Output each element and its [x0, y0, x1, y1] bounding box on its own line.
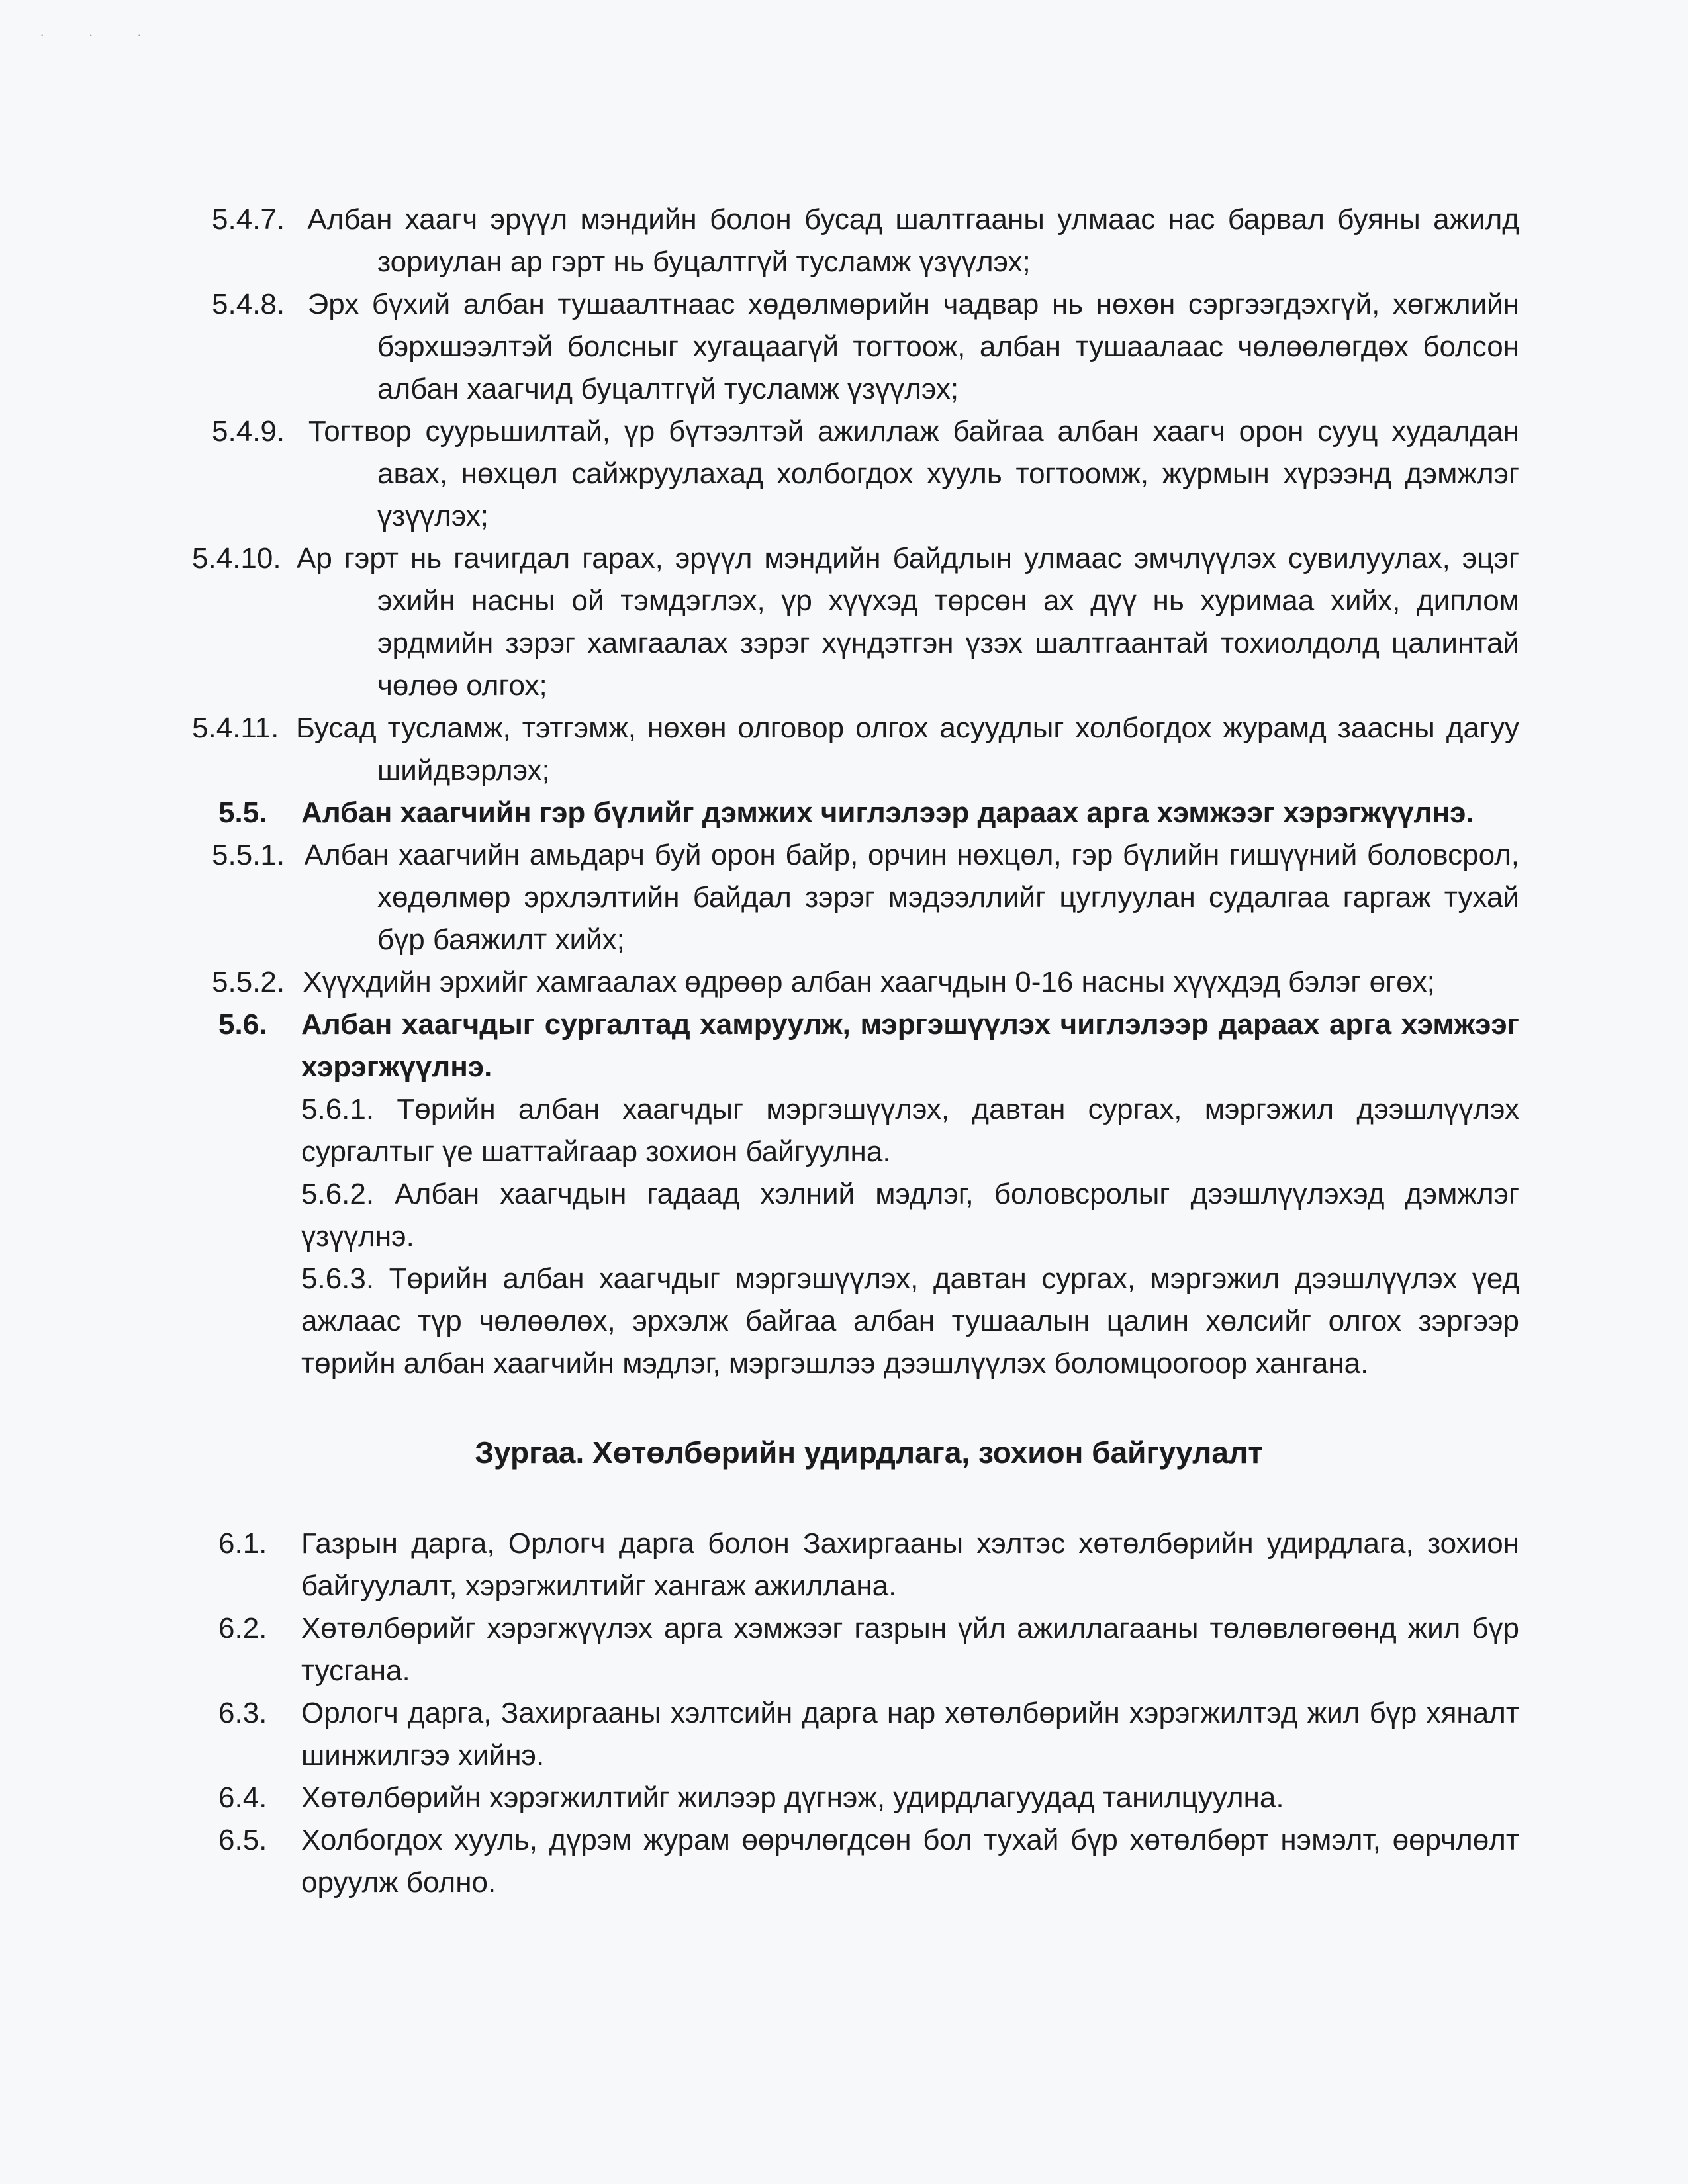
- section-5-5: [212, 792, 1519, 1004]
- section-heading-5-5: [218, 792, 1519, 834]
- section-5-6: [218, 1004, 1519, 1385]
- clause-5-5-1: 5.5.1. Албан хаагчийн амьдарч буй орон байр, орчин нөхцөл, гэр бүлийн гишүүний боловсрол, хөдөлмөр эрхлэлтийн байдал зэрэг мэдээллийг цуглуулан судалгаа гаргаж тухай бүр баяжилт хийх;: [212, 839, 1519, 956]
- clause-5-6-1: [218, 1088, 1519, 1173]
- clause-number: 6.5.: [218, 1824, 267, 1856]
- clause-text: Албан хаагч эрүүл мэндийн болон бусад шалтгааны улмаас нас барвал буяны ажилд зориулан ар гэрт нь буцалтгүй тусламж үзүүлэх;: [307, 203, 1519, 278]
- clause-5-5-2: 5.5.2. Хүүхдийн эрхийг хамгаалах өдрөөр албан хаагчдын 0-16 насны хүүхдэд бэлэг өгөх;: [212, 966, 1435, 998]
- clause-5-6-3: [218, 1258, 1519, 1385]
- chapter-6-heading: Зургаа. Хөтөлбөрийн удирдлага, зохион байгуулалт: [475, 1435, 1263, 1470]
- clause-5-4-11: 5.4.11. Бусад тусламж, тэтгэмж, нөхөн олговор олгох асуудлыг холбогдох журамд заасны дагуу шийдвэрлэх;: [192, 712, 1519, 786]
- section-number: 5.5.: [218, 796, 267, 829]
- clause-number: 6.3.: [218, 1697, 267, 1729]
- clause-number: 5.6.1.: [301, 1093, 375, 1125]
- clause-text: Холбогдох хууль, дүрэм журам өөрчлөгдсөн бол тухай бүр хөтөлбөрт нэмэлт, өөрчлөлт оруулж болно.: [301, 1824, 1519, 1899]
- clause-text: Албан хаагчийн амьдарч буй орон байр, орчин нөхцөл, гэр бүлийн гишүүний боловсрол, хөдөлмөр эрхлэлтийн байдал зэрэг мэдээллийг цуглуулан судалгаа гаргаж тухай бүр баяжилт хийх;: [304, 839, 1519, 956]
- section-title: Албан хаагчдыг сургалтад хамруулж, мэргэшүүлэх чиглэлээр дараах арга хэмжээг хэрэгжүүлнэ.: [301, 1008, 1519, 1083]
- scan-artifact: · · ·: [40, 26, 162, 43]
- section-heading-5-6: [218, 1004, 1519, 1088]
- clause-text: Хүүхдийн эрхийг хамгаалах өдрөөр албан хаагчдын 0-16 насны хүүхдэд бэлэг өгөх;: [303, 966, 1435, 998]
- clause-6-1: [218, 1523, 1519, 1607]
- clause-number: 6.2.: [218, 1612, 267, 1644]
- clause-text: Тогтвор суурьшилтай, үр бүтээлтэй ажиллаж байгаа албан хаагч орон сууц худалдан авах, нөхцөл сайжруулахад холбогдох хууль тогтоомж, журмын хүрээнд дэмжлэг үзүүлэх;: [308, 415, 1519, 532]
- clause-6-2: [218, 1607, 1519, 1692]
- clause-number: 6.1.: [218, 1527, 267, 1560]
- clause-text: Албан хаагчдын гадаад хэлний мэдлэг, боловсролыг дээшлүүлэхэд дэмжлэг үзүүлнэ.: [301, 1178, 1519, 1253]
- clause-text: Ар гэрт нь гачигдал гарах, эрүүл мэндийн байдлын улмаас эмчлүүлэх сувилуулах, эцэг эхийн насны ой тэмдэглэх, үр хүүхэд төрсөн ах дүү нь хуримаа хийх, диплом эрдмийн зэрэг хамгаалах зэрэг хүндэтгэн үзэх шалтгаантай тохиолдолд цалинтай чөлөө олгох;: [297, 542, 1519, 702]
- clause-number: 5.6.3.: [301, 1262, 375, 1295]
- clause-5-4-9: 5.4.9. Тогтвор суурьшилтай, үр бүтээлтэй ажиллаж байгаа албан хаагч орон сууц худалдан авах, нөхцөл сайжруулахад холбогдох хууль тогтоомж, журмын хүрээнд дэмжлэг үзүүлэх;: [212, 415, 1519, 532]
- clause-6-4: [218, 1777, 1519, 1819]
- clause-text: Эрх бүхий албан тушаалтнаас хөдөлмөрийн чадвар нь нөхөн сэргээгдэхгүй, хөгжлийн бэрхшээлтэй болсныг хугацаагүй тогтоож, албан тушаалаас чөлөөлөгдөх болсон албан хаагчид буцалтгүй тусламж үзүүлэх;: [307, 288, 1519, 405]
- clause-text: Төрийн албан хаагчдыг мэргэшүүлэх, давтан сургах, мэргэжил дээшлүүлэх сургалтыг үе шаттайгаар зохион байгуулна.: [301, 1093, 1519, 1168]
- clause-5-4-8: 5.4.8. Эрх бүхий албан тушаалтнаас хөдөлмөрийн чадвар нь нөхөн сэргээгдэхгүй, хөгжлийн бэрхшээлтэй болсныг хугацаагүй тогтоож, албан тушаалаас чөлөөлөгдөх болсон албан хаагчид буцалтгүй тусламж үзүүлэх;: [212, 288, 1519, 405]
- section-number: 5.6.: [218, 1008, 267, 1041]
- clause-text: Газрын дарга, Орлогч дарга болон Захиргааны хэлтэс хөтөлбөрийн удирдлага, зохион байгуулалт, хэрэгжилтийг хангаж ажиллана.: [301, 1527, 1519, 1602]
- chapter-6-list: [218, 1523, 1519, 1904]
- clause-text: Бусад тусламж, тэтгэмж, нөхөн олговор олгох асуудлыг холбогдох журамд заасны дагуу шийдвэрлэх;: [296, 712, 1519, 786]
- clause-number: 5.6.2.: [301, 1178, 375, 1210]
- clause-text: Хөтөлбөрийг хэрэгжүүлэх арга хэмжээг газрын үйл ажиллагааны төлөвлөгөөнд жил бүр тусгана.: [301, 1612, 1519, 1687]
- clause-6-5: [218, 1819, 1519, 1904]
- clause-5-6-2: [218, 1173, 1519, 1258]
- section-5-4-list: [192, 199, 1519, 792]
- clause-text: Төрийн албан хаагчдыг мэргэшүүлэх, давтан сургах, мэргэжил дээшлүүлэх үед ажлаас түр чөлөөлөх, эрхэлж байгаа албан тушаалын цалин хөлсийг олгох зэргээр төрийн албан хаагчийн мэдлэг, мэргэшлээ дээшлүүлэх боломцоогоор хангана.: [301, 1262, 1519, 1380]
- clause-text: Орлогч дарга, Захиргааны хэлтсийн дарга нар хөтөлбөрийн хэрэгжилтэд жил бүр хяналт шинжилгээ хийнэ.: [301, 1697, 1519, 1772]
- clause-6-3: [218, 1692, 1519, 1777]
- clause-5-4-10: 5.4.10. Ар гэрт нь гачигдал гарах, эрүүл мэндийн байдлын улмаас эмчлүүлэх сувилуулах, эцэг эхийн насны ой тэмдэглэх, үр хүүхэд төрсөн ах дүү нь хуримаа хийх, диплом эрдмийн зэрэг хамгаалах зэрэг хүндэтгэн үзэх шалтгаантай тохиолдолд цалинтай чөлөө олгох;: [192, 542, 1519, 702]
- section-title: Албан хаагчийн гэр бүлийг дэмжих чиглэлээр дараах арга хэмжээг хэрэгжүүлнэ.: [301, 796, 1474, 829]
- clause-5-4-7: 5.4.7. Албан хаагч эрүүл мэндийн болон бусад шалтгааны улмаас нас барвал буяны ажилд зориулан ар гэрт нь буцалтгүй тусламж үзүүлэх;: [212, 203, 1519, 278]
- document-body: [192, 199, 1519, 1904]
- clause-text: Хөтөлбөрийн хэрэгжилтийг жилээр дүгнэж, удирдлагуудад танилцуулна.: [301, 1781, 1284, 1814]
- clause-number: 6.4.: [218, 1781, 267, 1814]
